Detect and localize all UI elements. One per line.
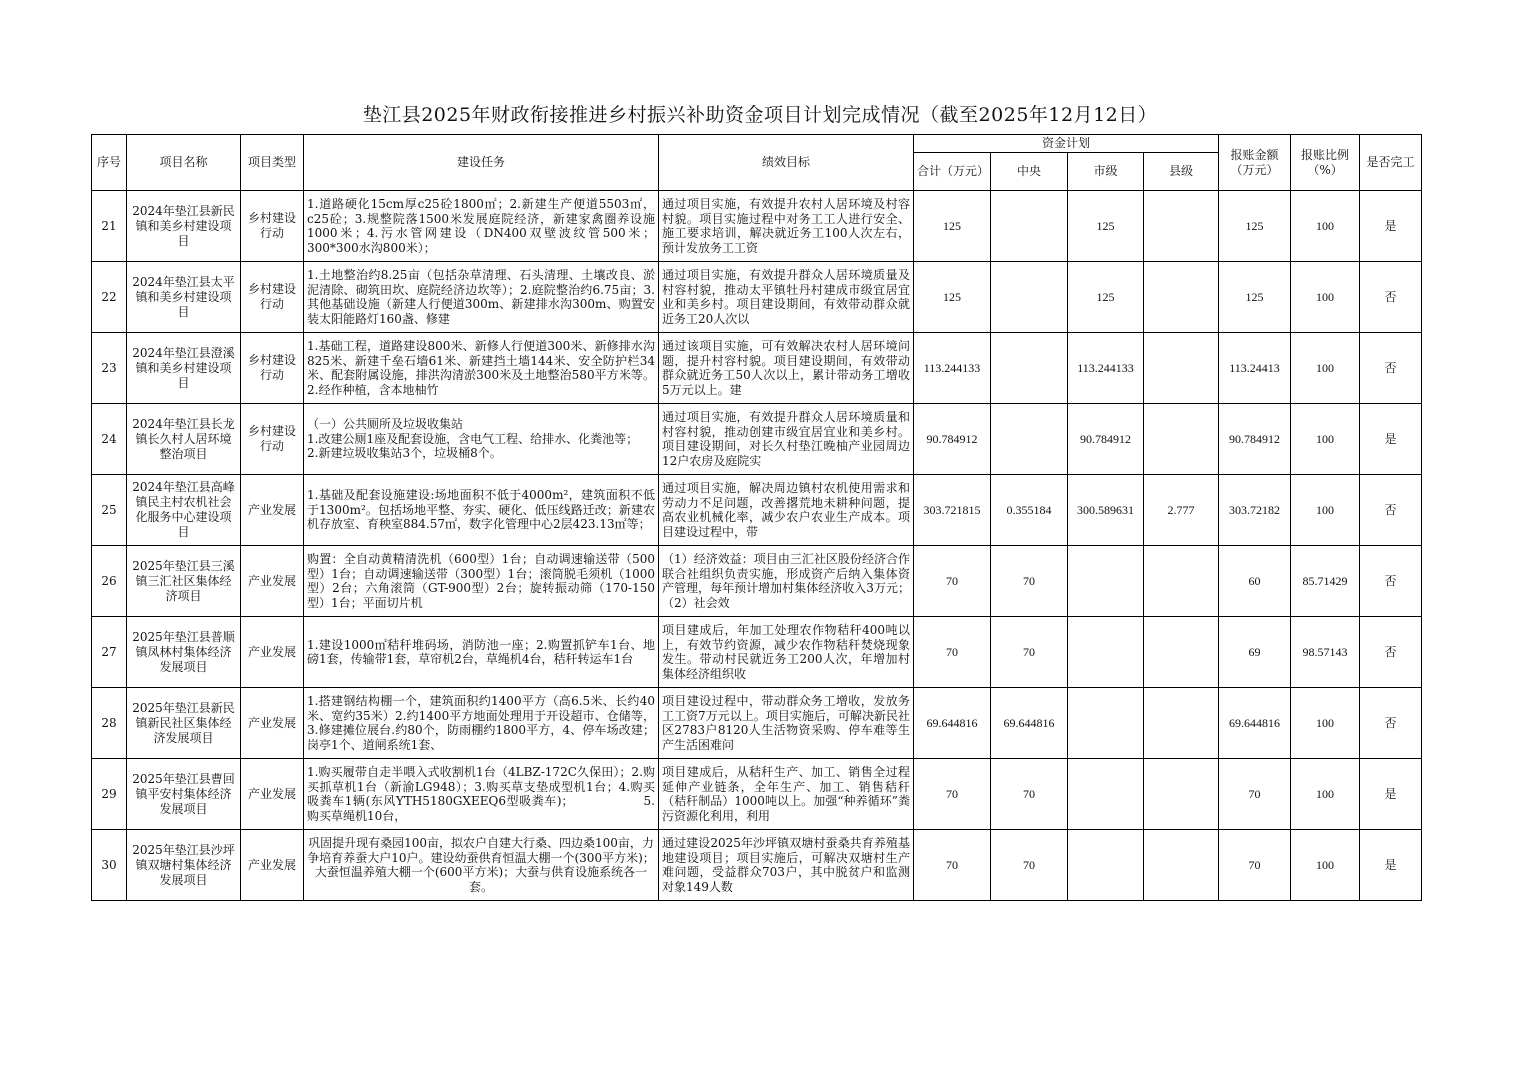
cell-type: 产业发展 [241,617,304,688]
cell-done: 是 [1360,830,1422,901]
cell-done: 否 [1360,475,1422,546]
goal-text: （1）经济效益：项目由三汇社区股份经济合作联合社组织负责实施，形成资产后纳入集体资产管理，每年预计增加村集体经济收入3万元；（2）社会效 [662,552,910,610]
cell-city [1068,759,1144,830]
cell-county [1144,262,1219,333]
table-row [92,333,1422,404]
table-row [92,404,1422,475]
goal-text: 通过该项目实施，可有效解决农村人居环境问题，提升村容村貌。项目建设期间，有效带动群众就近务工50人次以上，累计带动务工增收5万元以上。建 [662,339,910,397]
cell-central [991,191,1068,262]
cell-task [304,262,659,333]
cell-type: 乡村建设行动 [241,262,304,333]
cell-type: 产业发展 [241,759,304,830]
table-row [92,191,1422,262]
task-text: 1.建设1000㎡秸秆堆码场，消防池一座；2.购置抓铲车1台、地磅1套，传输带1套，草帘机2台，草绳机4台，秸秆转运车1台 [307,637,655,666]
cell-county [1144,830,1219,901]
cell-central: 70 [991,830,1068,901]
header-city: 市级 [1068,153,1144,191]
cell-name: 2024年垫江县澄溪镇和美乡村建设项目 [127,333,241,404]
cell-type: 乡村建设行动 [241,333,304,404]
cell-county [1144,333,1219,404]
cell-ratio: 85.71429 [1291,546,1360,617]
task-text: （一）公共厕所及垃圾收集站 1.改建公厕1座及配套设施，含电气工程、给排水、化粪池等； 2.新建垃圾收集站3个，垃圾桶8个。 [307,417,639,461]
cell-seq: 27 [92,617,127,688]
cell-type: 产业发展 [241,475,304,546]
cell-done: 否 [1360,546,1422,617]
cell-total: 303.721815 [914,475,991,546]
cell-goal [659,262,914,333]
cell-type: 乡村建设行动 [241,191,304,262]
cell-central: 70 [991,759,1068,830]
cell-task [304,617,659,688]
page-title: 垫江县2025年财政衔接推进乡村振兴补助资金项目计划完成情况（截至2025年12月12日） [362,104,1158,126]
header-done: 是否完工 [1360,135,1422,191]
cell-task [304,333,659,404]
cell-done: 是 [1360,759,1422,830]
goal-text: 通过项目实施，有效提升群众人居环境质量和村容村貌，推动创建市级宜居宜业和美乡村。项目建设期间，对长久村垫江晚柚产业园周边12户农房及庭院实 [662,410,910,468]
cell-seq: 21 [92,191,127,262]
task-text: 1.道路硬化15cm厚c25砼1800㎡；2.新建生产便道5503㎡，c25砼；3.规整院落1500米发展庭院经济，新建家禽圈养设施1000米；4.污水管网建设（DN400双壁波纹管500米；300*300水沟800米）； [307,197,655,255]
cell-name: 2025年垫江县新民镇新民社区集体经济发展项目 [127,688,241,759]
cell-seq: 26 [92,546,127,617]
cell-task [304,759,659,830]
cell-total: 125 [914,191,991,262]
cell-goal [659,333,914,404]
header-county: 县级 [1144,153,1219,191]
cell-task [304,404,659,475]
cell-city [1068,617,1144,688]
cell-total: 113.244133 [914,333,991,404]
cell-reimb: 70 [1219,759,1291,830]
cell-ratio: 100 [1291,688,1360,759]
goal-text: 通过项目实施，有效提升农村人居环境及村容村貌。项目实施过程中对务工工人进行安全、施工要求培训，解决就近务工100人次左右，预计发放务工工资 [662,197,910,255]
task-text: 1.搭建钢结构棚一个，建筑面积约1400平方（高6.5米、长约40米、宽约35米）2.约1400平方地面处理用于开设超市、仓储等，3.修建摊位展台.约80个，防雨棚约1800平方，4、停车场改建；岗亭1个、道闸系统1套、 [307,694,655,752]
cell-goal [659,475,914,546]
task-text: 1.购买履带自走半喂入式收割机1台（4LBZ-172C久保田）；2.购买抓草机1台（新渝LG948）；3.购买草支垫成型机1台；4.购买吸粪车1辆(东风YTH5180GXEEQ6型吸粪车)； 5.购买草绳机10台， [307,765,655,823]
table-row [92,546,1422,617]
cell-ratio: 100 [1291,333,1360,404]
cell-done: 否 [1360,688,1422,759]
goal-text: 通过项目实施，解决周边镇村农机使用需求和劳动力不足问题，改善撂荒地未耕种问题，提高农业机械化率，减少农户农业生产成本。项目建设过程中，带 [662,481,910,539]
cell-done: 否 [1360,333,1422,404]
cell-ratio: 98.57143 [1291,617,1360,688]
table-row [92,262,1422,333]
cell-type: 产业发展 [241,546,304,617]
cell-central [991,262,1068,333]
cell-task [304,191,659,262]
cell-ratio: 100 [1291,404,1360,475]
cell-ratio: 100 [1291,830,1360,901]
header-type: 项目类型 [241,135,304,191]
cell-total: 70 [914,546,991,617]
cell-reimb: 113.24413 [1219,333,1291,404]
cell-name: 2025年垫江县沙坪镇双塘村集体经济发展项目 [127,830,241,901]
cell-central [991,404,1068,475]
header-fund-plan: 资金计划 [914,135,1219,153]
cell-total: 70 [914,759,991,830]
table-row [92,688,1422,759]
header-goal: 绩效目标 [659,135,914,191]
cell-total: 69.644816 [914,688,991,759]
cell-seq: 28 [92,688,127,759]
cell-reimb: 125 [1219,191,1291,262]
header-task: 建设任务 [304,135,659,191]
cell-goal [659,617,914,688]
goal-text: 通过建设2025年沙坪镇双塘村蚕桑共育养殖基地建设项目；项目实施后，可解决双塘村生产难问题，受益群众703户，其中脱贫户和监测对象149人数 [662,836,910,894]
goal-text: 项目建成后，年加工处理农作物秸秆400吨以上，有效节约资源，减少农作物秸秆焚烧现象发生。带动村民就近务工200人次，年增加村集体经济组织收 [662,623,910,681]
cell-goal [659,830,914,901]
header-seq: 序号 [92,135,127,191]
cell-total: 70 [914,617,991,688]
cell-central: 70 [991,546,1068,617]
goal-text: 通过项目实施，有效提升群众人居环境质量及村容村貌，推动太平镇牡丹村建成市级宜居宜业和美乡村。项目建设期间，有效带动群众就近务工20人次以 [662,268,910,326]
table-row [92,759,1422,830]
cell-central [991,333,1068,404]
cell-county [1144,191,1219,262]
cell-central: 0.355184 [991,475,1068,546]
cell-ratio: 100 [1291,475,1360,546]
cell-done: 否 [1360,262,1422,333]
cell-name: 2025年垫江县普顺镇凤林村集体经济发展项目 [127,617,241,688]
cell-done: 是 [1360,404,1422,475]
cell-goal [659,191,914,262]
cell-name: 2024年垫江县高峰镇民主村农机社会化服务中心建设项目 [127,475,241,546]
cell-task [304,830,659,901]
cell-reimb: 90.784912 [1219,404,1291,475]
cell-city [1068,688,1144,759]
cell-name: 2024年垫江县新民镇和美乡村建设项目 [127,191,241,262]
cell-city: 125 [1068,262,1144,333]
goal-text: 项目建设过程中，带动群众务工增收，发放务工工资7万元以上。项目实施后，可解决新民社区2783户8120人生活物资采购、停车难等生产生活困难问 [662,694,910,752]
task-text: 巩固提升现有桑园100亩，拟农户自建大行桑、四边桑100亩，力争培育养蚕大户10户。建设幼蚕供育恒温大棚一个(300平方米)；大蚕恒温养殖大棚一个(600平方米)；大蚕与供育设施系统各一套。 [307,836,655,894]
cell-reimb: 125 [1219,262,1291,333]
goal-text: 项目建成后，从秸秆生产、加工、销售全过程延伸产业链条，全年生产、加工、销售秸秆（秸秆制品）1000吨以上。加强“种养循环”粪污资源化利用，利用 [662,765,910,823]
cell-reimb: 60 [1219,546,1291,617]
cell-central: 69.644816 [991,688,1068,759]
cell-city [1068,830,1144,901]
cell-seq: 22 [92,262,127,333]
cell-name: 2025年垫江县三溪镇三汇社区集体经济项目 [127,546,241,617]
cell-county [1144,404,1219,475]
cell-type: 产业发展 [241,688,304,759]
cell-total: 90.784912 [914,404,991,475]
cell-ratio: 100 [1291,759,1360,830]
cell-reimb: 69.644816 [1219,688,1291,759]
header-reimb-amount: 报账金额（万元） [1219,135,1291,191]
header-row-top [92,135,1422,153]
cell-task [304,546,659,617]
cell-seq: 29 [92,759,127,830]
cell-ratio: 100 [1291,191,1360,262]
cell-reimb: 69 [1219,617,1291,688]
cell-task [304,475,659,546]
cell-name: 2024年垫江县太平镇和美乡村建设项目 [127,262,241,333]
task-text: 购置：全自动黄精清洗机（600型）1台；自动调速输送带（500型）1台；自动调速输送带（300型）1台；滚筒脱毛须机（1000型）2台；六角滚筒（GT-900型）2台；旋转振动筛（170-150型）1台；平面切片机 [307,552,655,610]
cell-seq: 30 [92,830,127,901]
table-row [92,830,1422,901]
header-name: 项目名称 [127,135,241,191]
cell-county [1144,759,1219,830]
table-row [92,617,1422,688]
cell-total: 125 [914,262,991,333]
cell-county [1144,688,1219,759]
project-table [91,134,1422,901]
cell-central: 70 [991,617,1068,688]
cell-type: 产业发展 [241,830,304,901]
cell-goal [659,546,914,617]
cell-ratio: 100 [1291,262,1360,333]
cell-city: 113.244133 [1068,333,1144,404]
cell-task [304,688,659,759]
task-text: 1.基础及配套设施建设:场地面积不低于4000m²，建筑面积不低于1300m²。包括场地平整、夯实、硬化、低压线路迁改；新建农机存放室、育秧室884.57㎡，数字化管理中心2层423.13㎡等； [307,488,655,532]
cell-goal [659,688,914,759]
cell-total: 70 [914,830,991,901]
cell-city: 90.784912 [1068,404,1144,475]
cell-city: 125 [1068,191,1144,262]
cell-seq: 25 [92,475,127,546]
task-text: 1.基础工程，道路建设800米、新修人行便道300米、新修排水沟825米、新建千垒石墙61米、新建挡土墙144米、安全防护栏34米、配套附属设施，排洪沟清淤300米及土地整治580平方米等。2.经作种植，含本地柚竹 [307,339,655,397]
cell-seq: 23 [92,333,127,404]
cell-goal [659,404,914,475]
header-total: 合计（万元） [914,153,991,191]
cell-seq: 24 [92,404,127,475]
header-reimb-ratio: 报账比例（%） [1291,135,1360,191]
cell-goal [659,759,914,830]
cell-county [1144,546,1219,617]
header-central: 中央 [991,153,1068,191]
table-row [92,475,1422,546]
cell-name: 2025年垫江县曹回镇平安村集体经济发展项目 [127,759,241,830]
cell-county [1144,617,1219,688]
cell-done: 是 [1360,191,1422,262]
cell-reimb: 303.72182 [1219,475,1291,546]
task-text: 1.土地整治约8.25亩（包括杂草清理、石头清理、土壤改良、淤泥清除、砌筑田坎、庭院经济边坎等）；2.庭院整治约6.75亩；3.其他基础设施（新建人行便道300m、新建排水沟300m、购置安装太阳能路灯160盏、修建 [307,268,655,326]
cell-done: 否 [1360,617,1422,688]
cell-city: 300.589631 [1068,475,1144,546]
cell-city [1068,546,1144,617]
cell-county: 2.777 [1144,475,1219,546]
cell-name: 2024年垫江县长龙镇长久村人居环境整治项目 [127,404,241,475]
cell-type: 乡村建设行动 [241,404,304,475]
cell-reimb: 70 [1219,830,1291,901]
